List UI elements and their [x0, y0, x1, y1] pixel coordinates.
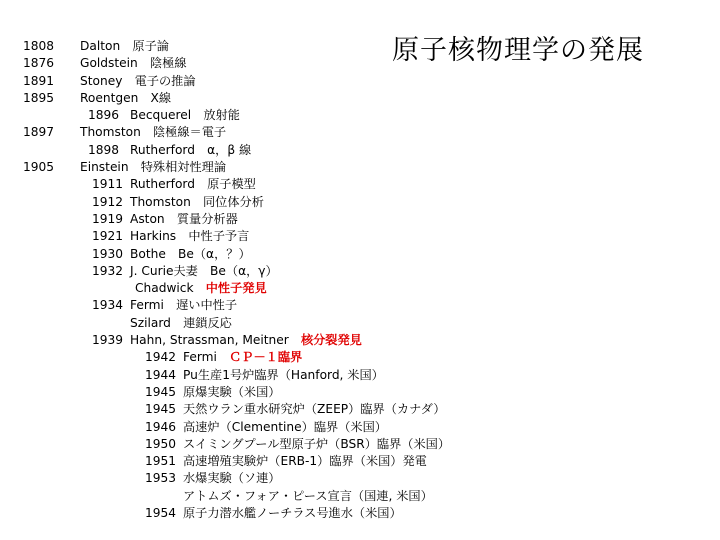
timeline-event: [130, 246, 251, 263]
timeline-event-text: Thomston 陰極線＝電子: [80, 125, 227, 140]
timeline-event-text: Goldstein 陰極線: [80, 56, 187, 71]
timeline-event-text: 天然ウラン重水研究炉（ZEEP）臨界（カナダ）: [183, 402, 446, 417]
timeline-event: [183, 349, 302, 366]
timeline-year: 1808: [23, 39, 55, 53]
timeline-event: [135, 280, 267, 297]
timeline-event-text: Bothe Be（α，？）: [130, 246, 251, 261]
timeline-event-text: Pu生産1号炉臨界（Hanford, 米国）: [183, 367, 384, 382]
timeline-year: 1930: [92, 246, 124, 261]
timeline-row: [0, 436, 720, 453]
timeline-event-text: Becquerel 放射能: [130, 108, 240, 123]
timeline-row: [0, 419, 720, 436]
timeline-row: [0, 367, 720, 384]
timeline-event-text: アトムズ・フォア・ピース宣言（国連, 米国）: [183, 488, 433, 503]
timeline-event: [130, 211, 238, 228]
timeline-row: [0, 332, 720, 349]
timeline-year: 1946: [145, 419, 177, 434]
timeline-row: [0, 176, 720, 193]
timeline-event: [80, 159, 226, 176]
timeline-event-text: J. Curie夫妻 Be（α，γ）: [130, 263, 278, 278]
timeline-row: [0, 107, 720, 124]
timeline-event-highlight: 核分裂発見: [300, 333, 362, 348]
timeline-year: 1912: [92, 194, 124, 209]
timeline-event-text: Hahn, Strassman, Meitner: [130, 333, 301, 348]
slide-title: 原子核物理学の発展: [392, 35, 644, 66]
timeline-event: [80, 55, 187, 72]
timeline-event: [130, 228, 249, 245]
timeline-event: [130, 263, 278, 280]
timeline-row: [0, 194, 720, 211]
timeline-event: [183, 401, 445, 418]
timeline-event: [130, 194, 264, 211]
timeline-row: [0, 142, 720, 159]
timeline-row: [0, 90, 720, 107]
timeline-event: [80, 90, 171, 107]
timeline-event-text: Roentgen X線: [80, 90, 172, 105]
timeline-event-text: 原爆実験（米国）: [183, 384, 281, 399]
timeline-event-highlight: 中性子発見: [205, 281, 267, 296]
timeline-row: [0, 73, 720, 90]
timeline-event: [80, 73, 196, 90]
timeline-year: 1951: [145, 454, 177, 469]
timeline-event-text: Thomston 同位体分析: [130, 194, 264, 209]
timeline-event: [130, 107, 240, 124]
timeline-year: 1891: [23, 73, 55, 88]
timeline-list: [0, 38, 720, 522]
timeline-year: 1919: [92, 211, 124, 226]
timeline-year: 1911: [92, 177, 124, 192]
timeline-event-text: 高速増殖実験炉（ERB-1）臨界（米国）発電: [183, 454, 427, 469]
timeline-event-text: Dalton 原子論: [80, 39, 169, 53]
timeline-event: [130, 332, 362, 349]
timeline-year: 1921: [92, 229, 124, 244]
timeline-year: 1897: [23, 125, 55, 140]
timeline-row: [0, 263, 720, 280]
timeline-row: [0, 349, 720, 366]
timeline-row: [0, 401, 720, 418]
timeline-row: [0, 453, 720, 470]
timeline-event-highlight: ＣＰ－１臨界: [229, 350, 303, 365]
timeline-row: [0, 124, 720, 141]
timeline-row: [0, 280, 720, 297]
timeline-event-text: Aston 質量分析器: [130, 211, 238, 226]
timeline-year: 1898: [88, 142, 120, 157]
timeline-event: [80, 38, 169, 55]
timeline-event-text: 原子力潜水艦ノーチラス号進水（米国）: [183, 506, 402, 521]
timeline-row: [0, 38, 720, 55]
timeline-year: 1942: [145, 350, 177, 365]
timeline-row: [0, 211, 720, 228]
timeline-event-text: Harkins 中性子予言: [130, 229, 250, 244]
timeline-event-text: Fermi: [183, 350, 230, 365]
timeline-row: [0, 297, 720, 314]
timeline-row: [0, 384, 720, 401]
timeline-row: [0, 488, 720, 505]
timeline-year: 1945: [145, 384, 177, 399]
timeline-event: [183, 470, 281, 487]
timeline-year: 1896: [88, 108, 120, 123]
timeline-event: [80, 124, 226, 141]
timeline-row: [0, 159, 720, 176]
timeline-event-text: Fermi 遅い中性子: [130, 298, 238, 313]
timeline-event-text: Rutherford 原子模型: [130, 177, 256, 192]
timeline-year: 1895: [23, 90, 55, 105]
timeline-row: [0, 246, 720, 263]
timeline-year: 1953: [145, 471, 177, 486]
timeline-event: [183, 505, 402, 522]
timeline-event: [130, 142, 251, 159]
timeline-year: 1945: [145, 402, 177, 417]
timeline-event-text: 高速炉（Clementine）臨界（米国）: [183, 419, 387, 434]
timeline-event: [130, 176, 256, 193]
timeline-row: [0, 505, 720, 522]
timeline-event: [130, 315, 232, 332]
timeline-year: 1905: [23, 160, 55, 175]
timeline-year: 1954: [145, 506, 177, 521]
timeline-event-text: Rutherford α，β 線: [130, 142, 252, 157]
timeline-event: [183, 384, 281, 401]
timeline-event-text: Einstein 特殊相対性理論: [80, 160, 227, 175]
timeline-year: 1939: [92, 333, 124, 348]
timeline-event: [183, 367, 384, 384]
timeline-year: 1934: [92, 298, 124, 313]
timeline-event: [183, 453, 427, 470]
timeline-row: [0, 55, 720, 72]
timeline-year: 1876: [23, 56, 55, 71]
timeline-year: 1950: [145, 436, 177, 451]
timeline-event-text: Szilard 連鎖反応: [130, 315, 232, 330]
timeline-event-text: スイミングプール型原子炉（BSR）臨界（米国）: [183, 436, 451, 451]
timeline-event-text: Stoney 電子の推論: [80, 73, 196, 88]
timeline-event-text: 水爆実験（ソ連）: [183, 471, 281, 486]
timeline-year: 1932: [92, 263, 124, 278]
timeline-event: [183, 419, 387, 436]
timeline-row: [0, 228, 720, 245]
timeline-event: [183, 436, 450, 453]
timeline-event: [183, 488, 433, 505]
timeline-event: [130, 297, 237, 314]
timeline-year: 1944: [145, 367, 177, 382]
timeline-row: [0, 470, 720, 487]
timeline-row: [0, 315, 720, 332]
timeline-event-text: Chadwick: [135, 281, 206, 296]
